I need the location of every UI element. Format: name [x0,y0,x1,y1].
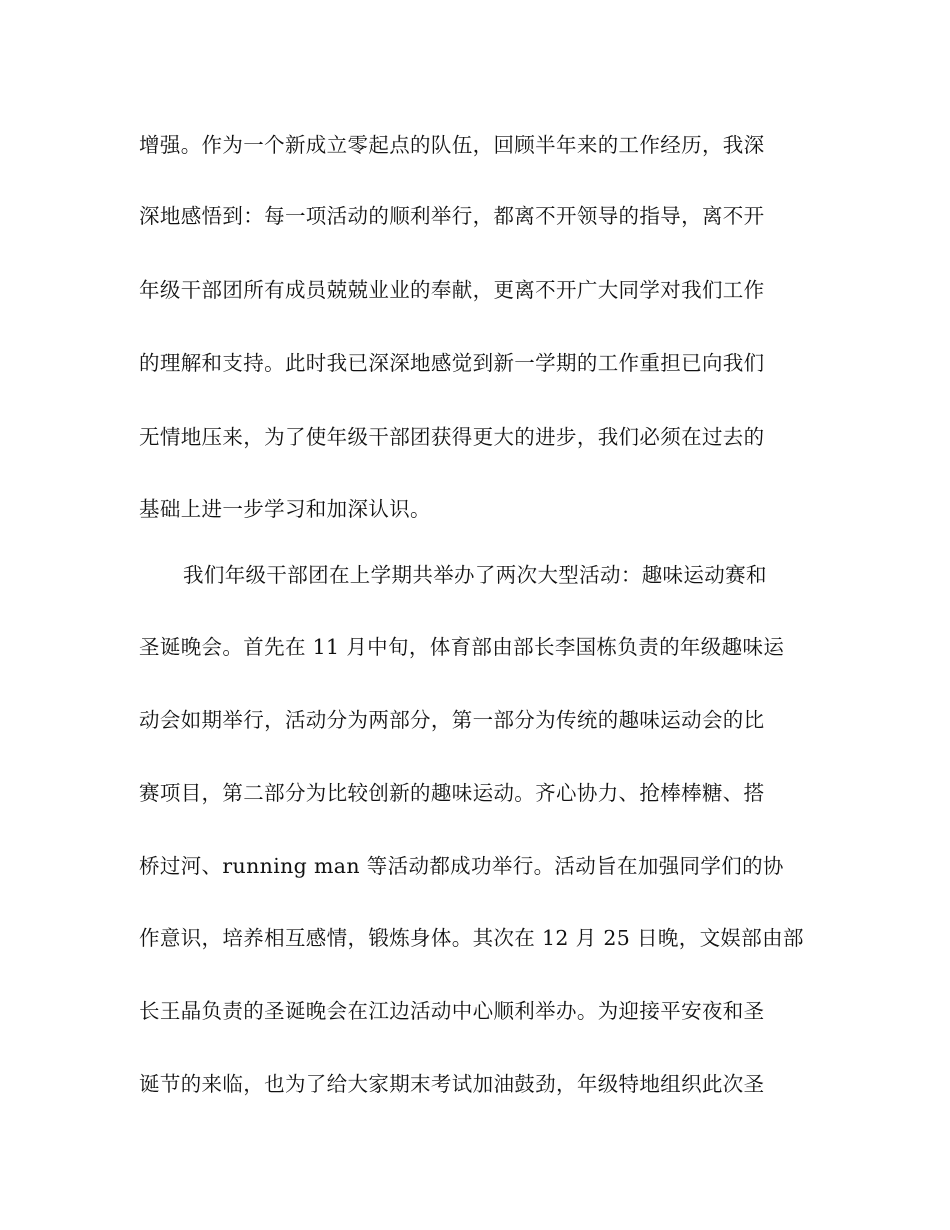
text-line: 长王晶负责的圣诞晚会在江边活动中心顺利举办。为迎接平安夜和圣 [139,999,765,1023]
text-line: 基础上进一步学习和加深认识。 [139,497,431,521]
text-line: 桥过河、running man 等活动都成功举行。活动旨在加强同学们的协 [139,854,784,878]
text-line: 无情地压来，为了使年级干部团获得更大的进步，我们必须在过去的 [139,425,765,449]
text-line: 作意识，培养相互感情，锻炼身体。其次在 12 月 25 日晚，文娱部由部 [139,926,804,950]
text-line-indented: 我们年级干部团在上学期共举办了两次大型活动：趣味运动赛和 [183,563,767,587]
text-line: 圣诞晚会。首先在 11 月中旬，体育部由部长李国栋负责的年级趣味运 [139,635,785,659]
text-line: 年级干部团所有成员兢兢业业的奉献，更离不开广大同学对我们工作 [139,278,765,302]
text-line: 深地感悟到：每一项活动的顺利举行，都离不开领导的指导，离不开 [139,204,765,228]
text-line: 增强。作为一个新成立零起点的队伍，回顾半年来的工作经历，我深 [139,133,765,157]
text-line: 动会如期举行，活动分为两部分，第一部分为传统的趣味运动会的比 [139,708,765,732]
text-line: 赛项目，第二部分为比较创新的趣味运动。齐心协力、抢棒棒糖、搭 [139,781,765,805]
text-line: 的理解和支持。此时我已深深地感觉到新一学期的工作重担已向我们 [139,351,765,375]
text-line: 诞节的来临，也为了给大家期末考试加油鼓劲，年级特地组织此次圣 [139,1072,765,1096]
